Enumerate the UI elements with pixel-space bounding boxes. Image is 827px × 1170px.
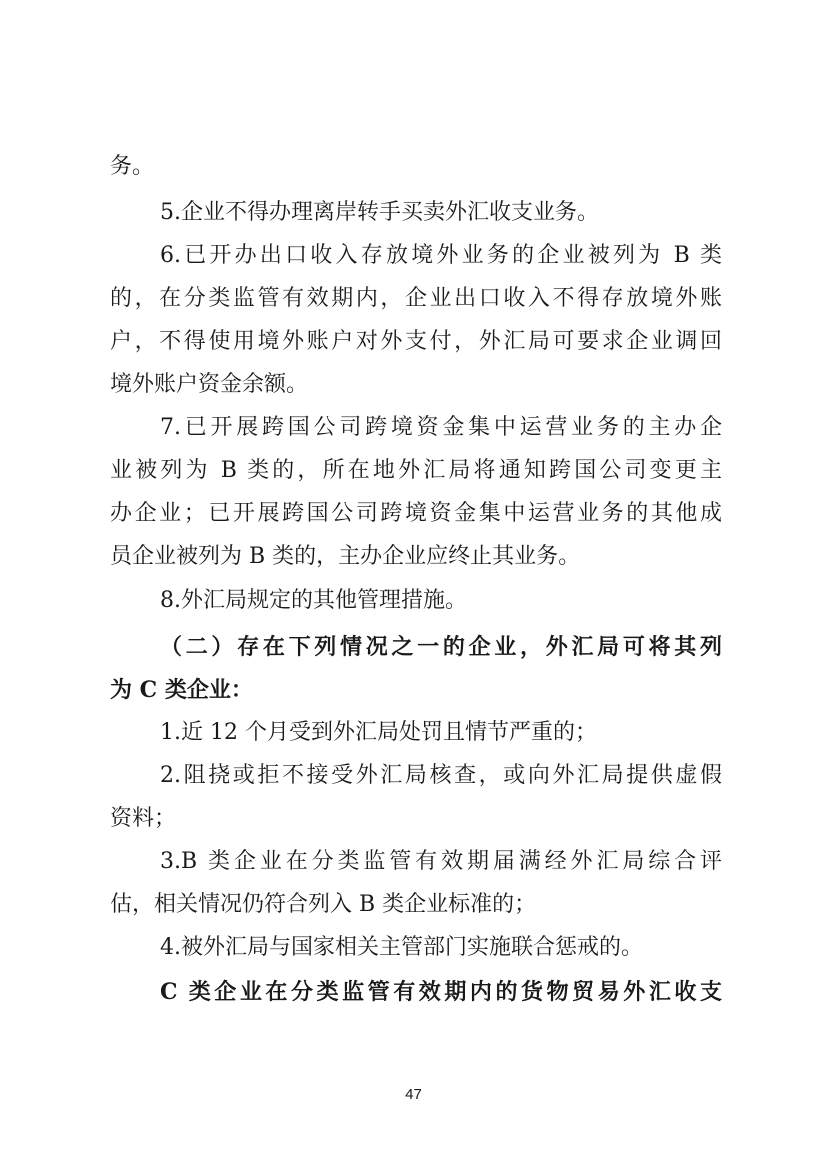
section-heading-line: （二）存在下列情况之一的企业，外汇局可将其列	[160, 634, 722, 660]
page-number: 47	[405, 1086, 422, 1103]
paragraph-line: 估，相关情况仍符合列入 B 类企业标准的；	[110, 892, 537, 917]
bold-paragraph-line: C 类企业在分类监管有效期内的货物贸易外汇收支	[160, 979, 722, 1005]
paragraph-line: 务。	[110, 154, 155, 179]
section-heading-line: 为 C 类企业：	[110, 677, 253, 703]
paragraph-line: 3.B 类企业在分类监管有效期届满经外汇局综合评	[160, 849, 722, 874]
paragraph-line: 1.近 12 个月受到外汇局处罚且情节严重的；	[160, 720, 597, 745]
paragraph-line: 户，不得使用境外账户对外支付，外汇局可要求企业调回	[110, 329, 722, 354]
paragraph-line: 业被列为 B 类的，所在地外汇局将通知跨国公司变更主	[110, 458, 722, 483]
paragraph-line: 境外账户资金余额。	[110, 372, 309, 397]
paragraph-line: 员企业被列为 B 类的，主办企业应终止其业务。	[110, 544, 581, 569]
paragraph-line: 7.已开展跨国公司跨境资金集中运营业务的主办企	[160, 415, 722, 440]
paragraph-line: 资料；	[110, 806, 177, 831]
paragraph-line: 2.阻挠或拒不接受外汇局核查，或向外汇局提供虚假	[160, 763, 722, 788]
paragraph-line: 4.被外汇局与国家相关主管部门实施联合惩戒的。	[160, 935, 643, 960]
paragraph-line: 8.外汇局规定的其他管理措施。	[160, 588, 467, 613]
paragraph-line: 的，在分类监管有效期内，企业出口收入不得存放境外账	[110, 286, 722, 311]
paragraph-line: 6.已开办出口收入存放境外业务的企业被列为 B 类	[160, 243, 722, 268]
paragraph-line: 5.企业不得办理离岸转手买卖外汇收支业务。	[160, 200, 599, 225]
paragraph-line: 办企业；已开展跨国公司跨境资金集中运营业务的其他成	[110, 501, 722, 526]
